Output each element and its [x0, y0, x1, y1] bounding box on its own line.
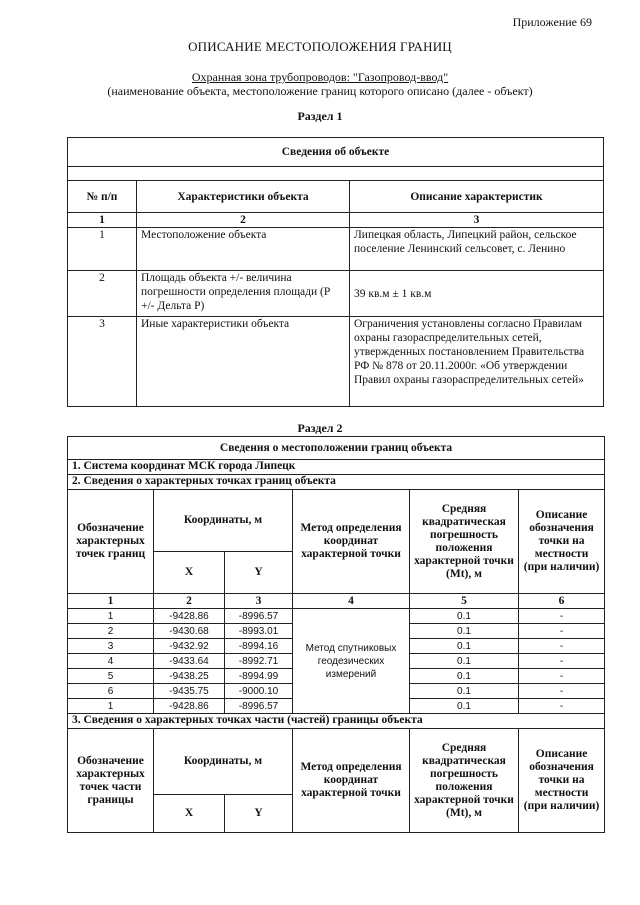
- col-point-part-header: Обозначение характерных точек части границы: [68, 729, 154, 833]
- row-description: 39 кв.м ± 1 кв.м: [350, 271, 604, 317]
- point-error: 0.1: [410, 699, 519, 714]
- page-title: ОПИСАНИЕ МЕСТОПОЛОЖЕНИЯ ГРАНИЦ: [188, 39, 452, 54]
- col-method-header: Метод определения координат характерной точки: [293, 729, 410, 833]
- row-characteristic: Местоположение объекта: [137, 228, 350, 271]
- object-info-heading: Сведения об объекте: [68, 138, 604, 167]
- col-index: 2: [154, 594, 225, 609]
- col-index: 2: [137, 213, 350, 228]
- col-y-header: Y: [225, 795, 293, 833]
- boundary-table: [67, 436, 605, 833]
- col-index: 4: [293, 594, 410, 609]
- points-section-title: 2. Сведения о характерных точках границ объекта: [68, 475, 605, 490]
- point-description: -: [519, 669, 605, 684]
- point-error: 0.1: [410, 654, 519, 669]
- point-x: -9428.86: [154, 699, 225, 714]
- object-name-caption: (наименование объекта, местоположение границ которого описано (далее - объект): [107, 84, 533, 98]
- point-error: 0.1: [410, 624, 519, 639]
- point-y: -8992.71: [225, 654, 293, 669]
- point-number: 2: [68, 624, 154, 639]
- point-x: -9438.25: [154, 669, 225, 684]
- col-index: 3: [350, 213, 604, 228]
- point-description: -: [519, 654, 605, 669]
- table-row: [68, 317, 604, 407]
- point-number: 1: [68, 609, 154, 624]
- point-error: 0.1: [410, 639, 519, 654]
- col-error-header: Средняя квадратическая погрешность положения характерной точки (Mt), м: [410, 729, 519, 833]
- col-description-header: Описание обозначения точки на местности (при наличии): [519, 490, 605, 594]
- point-description: -: [519, 609, 605, 624]
- col-index: 3: [225, 594, 293, 609]
- row-characteristic: Площадь объекта +/- величина погрешности определения площади (P +/- Дельта P): [137, 271, 350, 317]
- col-index: 5: [410, 594, 519, 609]
- col-index: 1: [68, 213, 137, 228]
- table-row: [68, 228, 604, 271]
- point-description: -: [519, 624, 605, 639]
- appendix-label: Приложение 69: [512, 15, 592, 29]
- point-number: 1: [68, 699, 154, 714]
- col-x-header: X: [154, 795, 225, 833]
- object-name: Охранная зона трубопроводов: "Газопровод-ввод": [191, 70, 449, 84]
- point-y: -9000.10: [225, 684, 293, 699]
- point-description: -: [519, 684, 605, 699]
- object-name-line: [0, 70, 640, 85]
- parts-section-title: 3. Сведения о характерных точках части (частей) границы объекта: [68, 714, 605, 729]
- col-number-header: № п/п: [68, 181, 137, 213]
- row-number: 1: [68, 228, 137, 271]
- col-y-header: Y: [225, 552, 293, 594]
- point-x: -9430.68: [154, 624, 225, 639]
- row-number: 2: [68, 271, 137, 317]
- point-x: -9428.86: [154, 609, 225, 624]
- row-description: Ограничения установлены согласно Правилам охраны газораспределительных сетей, утвержденных постановлением Правительства РФ № 878 от 20.11.2000г. «Об утверждении Правил охраны газораспределительных сетей»: [350, 317, 604, 407]
- section-1-title: Раздел 1: [297, 109, 343, 123]
- coord-system-row: 1. Система координат МСК города Липецк: [68, 460, 605, 475]
- point-description: -: [519, 699, 605, 714]
- row-number: 3: [68, 317, 137, 407]
- row-characteristic: Иные характеристики объекта: [137, 317, 350, 407]
- spacer-row: [68, 167, 604, 181]
- col-method-header: Метод определения координат характерной точки: [293, 490, 410, 594]
- point-number: 6: [68, 684, 154, 699]
- col-index: 6: [519, 594, 605, 609]
- col-description-header: Описание обозначения точки на местности (при наличии): [519, 729, 605, 833]
- point-number: 3: [68, 639, 154, 654]
- col-index: 1: [68, 594, 154, 609]
- col-description-header: Описание характеристик: [350, 181, 604, 213]
- col-coordinates-header: Координаты, м: [154, 729, 293, 795]
- row-description: Липецкая область, Липецкий район, сельское поселение Ленинский сельсовет, с. Ленино: [350, 228, 604, 271]
- point-x: -9433.64: [154, 654, 225, 669]
- boundary-heading: Сведения о местоположении границ объекта: [68, 437, 605, 460]
- col-error-header: Средняя квадратическая погрешность положения характерной точки (Mt), м: [410, 490, 519, 594]
- point-y: -8993.01: [225, 624, 293, 639]
- section-2-title: Раздел 2: [297, 421, 343, 435]
- method-value: Метод спутниковых геодезических измерений: [293, 609, 410, 714]
- col-coordinates-header: Координаты, м: [154, 490, 293, 552]
- point-x: -9435.75: [154, 684, 225, 699]
- point-error: 0.1: [410, 684, 519, 699]
- point-y: -8996.57: [225, 609, 293, 624]
- object-info-table: [67, 137, 604, 407]
- point-number: 4: [68, 654, 154, 669]
- col-point-header: Обозначение характерных точек границ: [68, 490, 154, 594]
- point-number: 5: [68, 669, 154, 684]
- point-y: -8996.57: [225, 699, 293, 714]
- point-x: -9432.92: [154, 639, 225, 654]
- table-row: [68, 609, 605, 624]
- point-y: -8994.16: [225, 639, 293, 654]
- point-description: -: [519, 639, 605, 654]
- table-row: [68, 271, 604, 317]
- point-error: 0.1: [410, 609, 519, 624]
- point-y: -8994.99: [225, 669, 293, 684]
- col-characteristic-header: Характеристики объекта: [137, 181, 350, 213]
- col-x-header: X: [154, 552, 225, 594]
- point-error: 0.1: [410, 669, 519, 684]
